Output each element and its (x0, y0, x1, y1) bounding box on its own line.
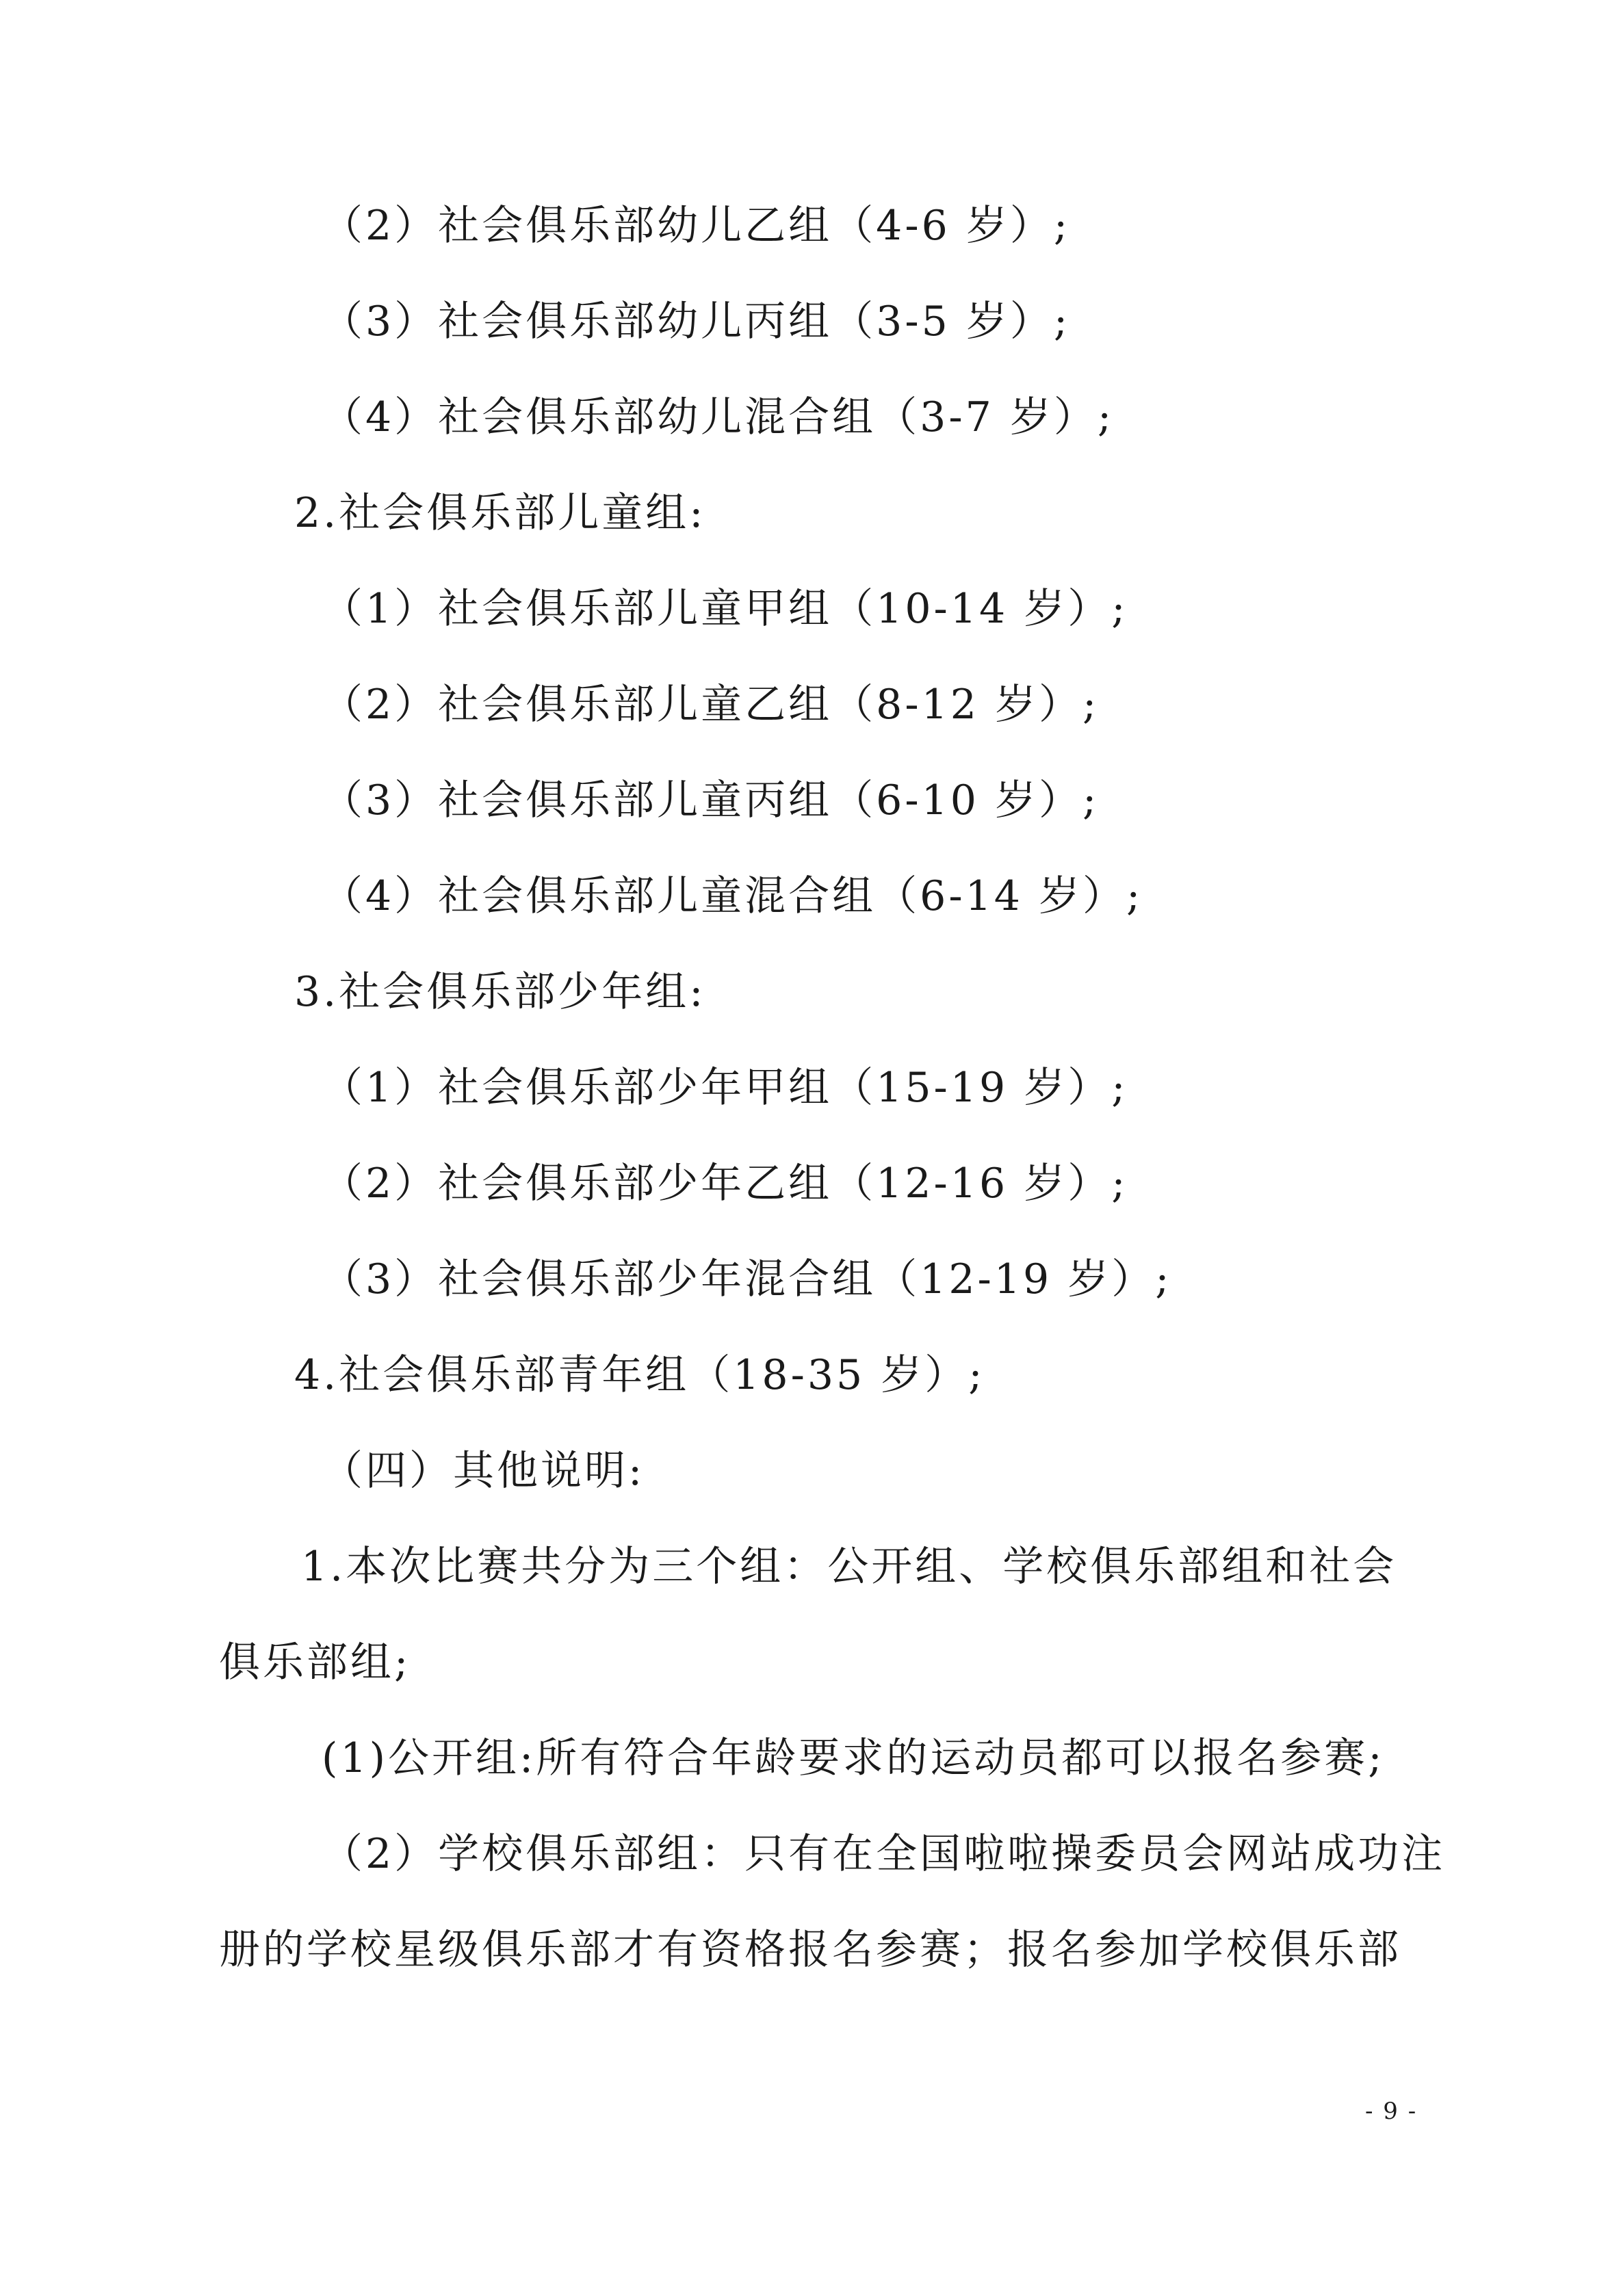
text-line: （3）社会俱乐部儿童丙组（6-10 岁）; (322, 777, 1100, 824)
text-line: （1）社会俱乐部儿童甲组（10-14 岁）; (322, 585, 1128, 633)
page-number: - 9 - (1365, 2098, 1418, 2125)
text-line: （4）社会俱乐部幼儿混合组（3-7 岁）; (322, 393, 1115, 441)
section-heading: 3.社会俱乐部少年组: (294, 968, 706, 1016)
paragraph-line: (1)公开组:所有符合年龄要求的运动员都可以报名参赛; (322, 1734, 1385, 1782)
text-line: （4）社会俱乐部儿童混合组（6-14 岁）; (322, 872, 1143, 920)
paragraph-line: 1.本次比赛共分为三个组：公开组、学校俱乐部组和社会 (301, 1543, 1397, 1591)
text-line: （2）社会俱乐部儿童乙组（8-12 岁）; (322, 681, 1100, 729)
paragraph-line: 俱乐部组; (219, 1639, 411, 1686)
section-heading: 2.社会俱乐部儿童组: (294, 489, 706, 537)
text-line: （3）社会俱乐部幼儿丙组（3-5 岁）; (322, 298, 1071, 345)
section-heading: 4.社会俱乐部青年组（18-35 岁）; (294, 1351, 985, 1399)
text-line: （3）社会俱乐部少年混合组（12-19 岁）; (322, 1255, 1172, 1303)
text-line: （2）社会俱乐部少年乙组（12-16 岁）; (322, 1160, 1128, 1208)
paragraph-line: （2）学校俱乐部组：只有在全国啦啦操委员会网站成功注 (322, 1830, 1446, 1878)
text-line: （1）社会俱乐部少年甲组（15-19 岁）; (322, 1064, 1128, 1112)
section-heading: （四）其他说明: (322, 1447, 645, 1495)
text-line: （2）社会俱乐部幼儿乙组（4-6 岁）; (322, 202, 1071, 250)
paragraph-line: 册的学校星级俱乐部才有资格报名参赛；报名参加学校俱乐部 (219, 1926, 1401, 1974)
